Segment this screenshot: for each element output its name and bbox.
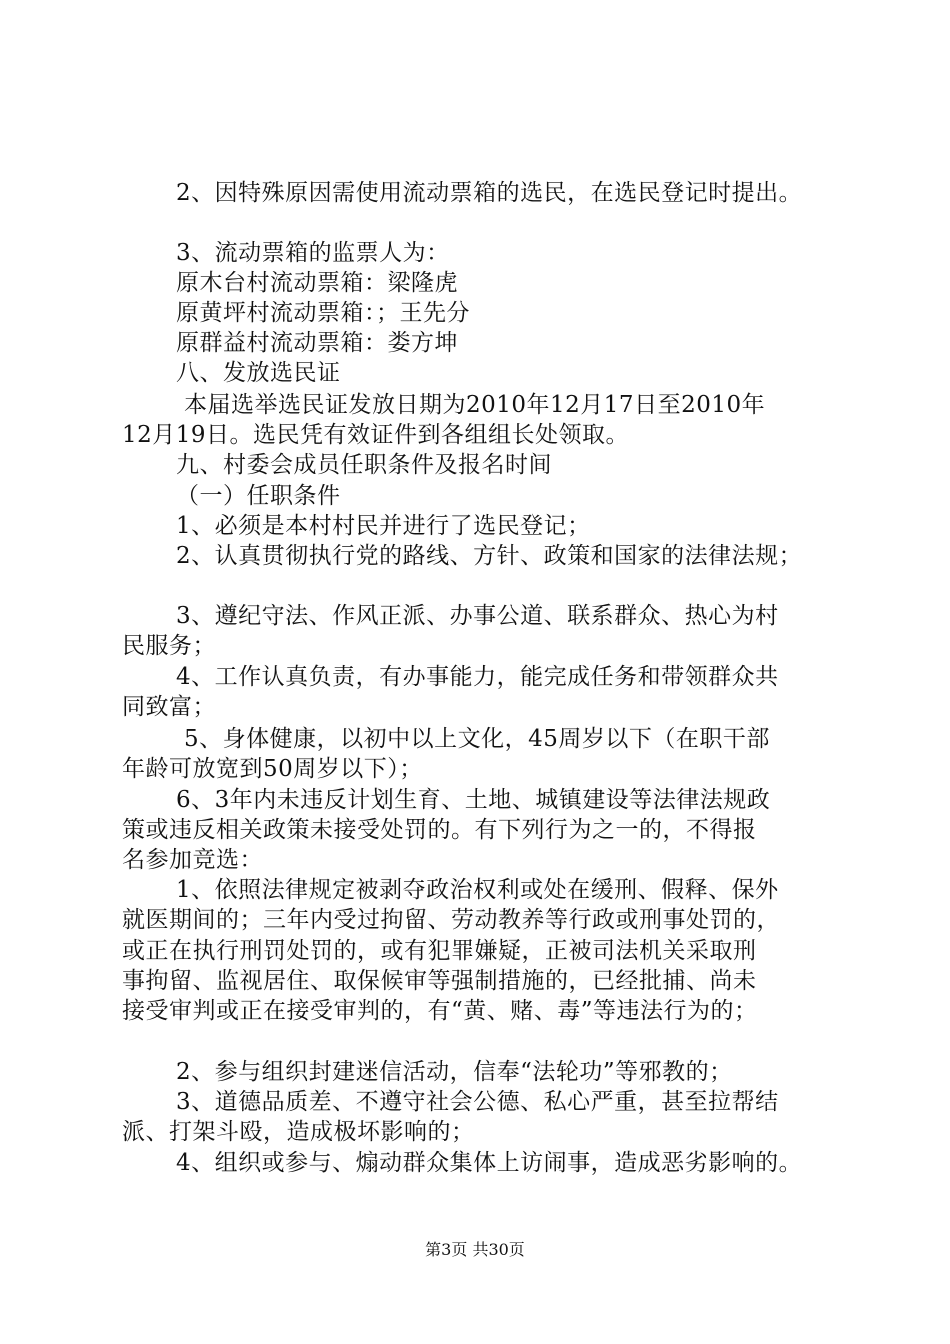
text-line: 3、道德品质差、不遵守社会公德、私心严重，甚至拉帮结 — [176, 1089, 779, 1115]
text-line: 原木台村流动票箱：梁隆虎 — [176, 270, 458, 296]
text-line: 同致富； — [122, 694, 216, 720]
text-line: 原群益村流动票箱：娄方坤 — [176, 330, 458, 356]
text-line: 1、依照法律规定被剥夺政治权利或处在缓刑、假释、保外 — [176, 877, 779, 903]
text-line: 接受审判或正在接受审判的，有“黄、赌、毒”等违法行为的； — [122, 998, 758, 1024]
text-line: 民服务； — [122, 633, 216, 659]
text-line: 2、认真贯彻执行党的路线、方针、政策和国家的法律法规； — [176, 543, 803, 569]
section-heading: 八、发放选民证 — [176, 360, 341, 386]
text-line: 年龄可放宽到50周岁以下）； — [122, 756, 423, 782]
subsection-heading: （一）任职条件 — [176, 483, 341, 509]
text-line: 12月19日。选民凭有效证件到各组组长处领取。 — [122, 422, 630, 448]
text-line: 原黄坪村流动票箱：；王先分 — [176, 300, 470, 326]
text-line: 本届选举选民证发放日期为2010年12月17日至2010年 — [184, 392, 766, 418]
section-heading: 九、村委会成员任职条件及报名时间 — [176, 452, 552, 478]
text-line: 事拘留、监视居住、取保候审等强制措施的，已经批捕、尚未 — [122, 968, 757, 994]
text-line: 策或违反相关政策未接受处罚的。有下列行为之一的，不得报 — [122, 817, 757, 843]
text-line: 2、参与组织封建迷信活动，信奉“法轮功”等邪教的； — [176, 1059, 733, 1085]
text-line: 1、必须是本村村民并进行了选民登记； — [176, 513, 591, 539]
text-line: 3、遵纪守法、作风正派、办事公道、联系群众、热心为村 — [176, 603, 779, 629]
text-line: 或正在执行刑罚处罚的，或有犯罪嫌疑，正被司法机关采取刑 — [122, 938, 757, 964]
text-line: 6、3年内未违反计划生育、土地、城镇建设等法律法规政 — [176, 787, 771, 813]
text-line: 4、工作认真负责，有办事能力，能完成任务和带领群众共 — [176, 664, 779, 690]
text-line: 就医期间的；三年内受过拘留、劳动教养等行政或刑事处罚的， — [122, 907, 780, 933]
text-line: 派、打架斗殴，造成极坏影响的； — [122, 1119, 475, 1145]
text-line: 名参加竞选： — [122, 847, 263, 873]
page-footer: 第3页 共30页 — [425, 1240, 525, 1259]
text-line: 2、因特殊原因需使用流动票箱的选民，在选民登记时提出。 — [176, 180, 803, 206]
text-line: 4、组织或参与、煽动群众集体上访闹事，造成恶劣影响的。 — [176, 1150, 803, 1176]
text-line: 3、流动票箱的监票人为： — [176, 240, 450, 266]
text-line: 5、身体健康，以初中以上文化，45周岁以下（在职干部 — [184, 726, 770, 752]
